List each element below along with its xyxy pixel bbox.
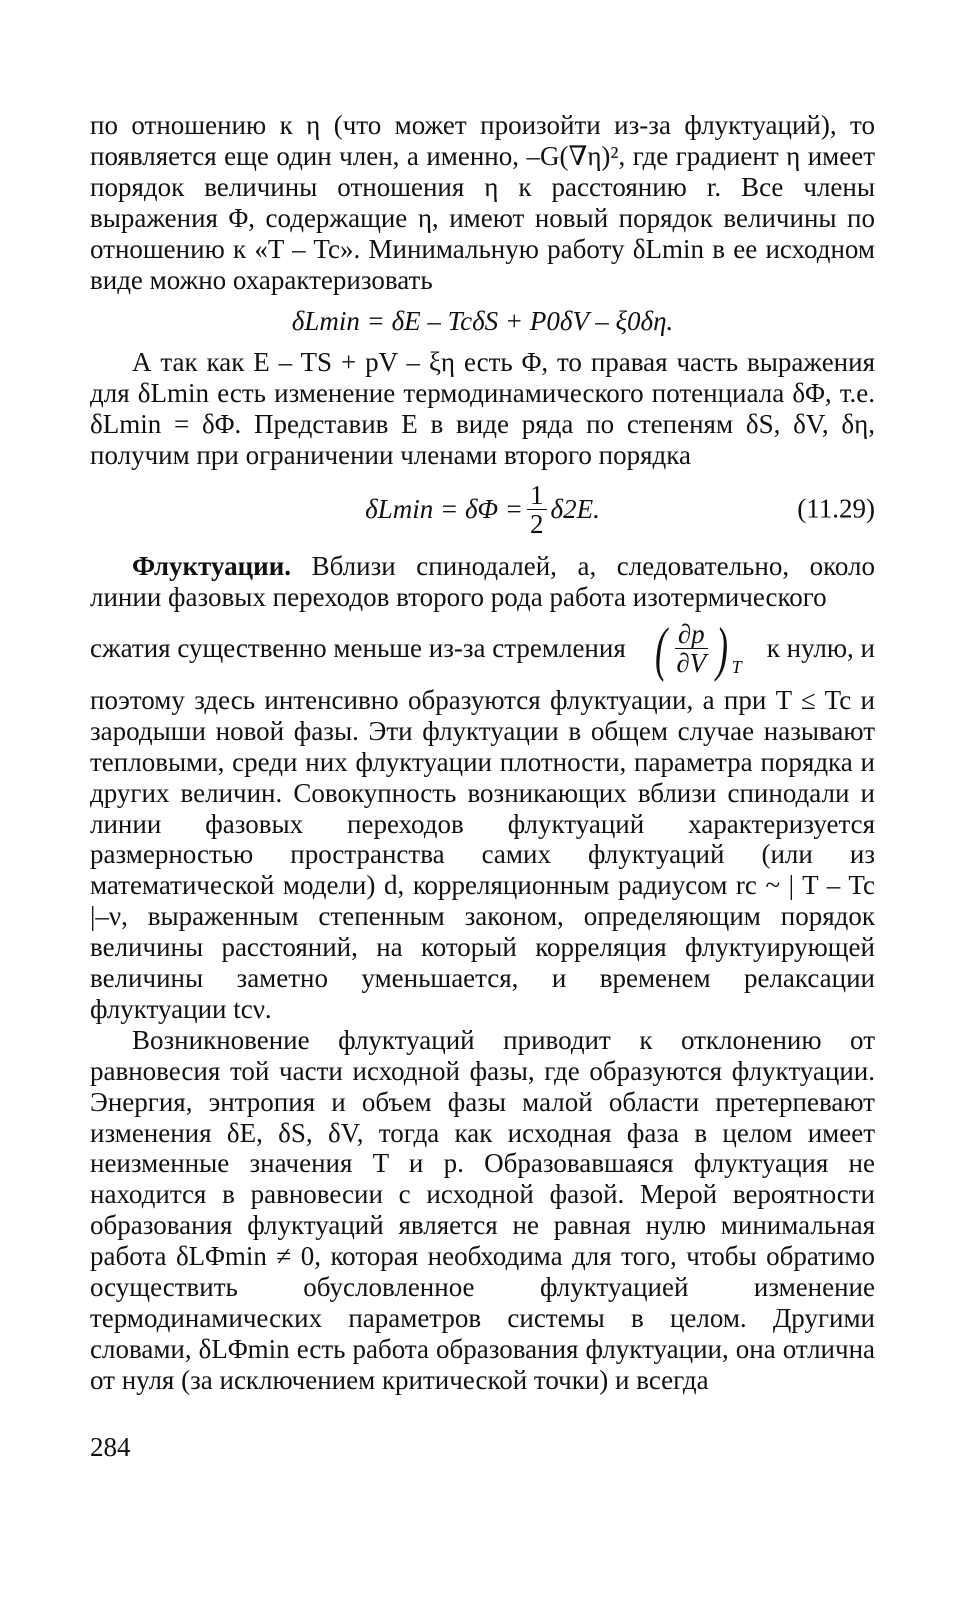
paragraph-3a	[90, 551, 875, 613]
fraction-denominator: 2	[530, 508, 544, 539]
paragraph-1: по отношению к η (что может произойти из-за флуктуаций), то появляется еще один член, а именно, –G(∇η)², где градиент η имеет порядок величины отношения η к расстоянию r. Все члены выражения Φ, содержащие η, имеют новый порядок величины по отношению к «T – Tc». Минимальную работу δLmin в ее исходном виде можно охарактеризовать	[90, 110, 875, 295]
derivative-numerator: ∂p	[675, 620, 708, 649]
formula-min-work: δLmin = δE – TcδS + P0δV – ξ0δη.	[291, 306, 674, 337]
paragraph-2: А так как E – TS + pV – ξη есть Φ, то правая часть выражения для δLmin есть изменение термодинамического потенциала δΦ, т.е. δLmin = δΦ. Представив E в виде ряда по степеням δS, δV, δη, получим при ограничении членами второго порядка	[90, 347, 875, 471]
paragraph-3a-text: Вблизи спинодалей, а, следовательно, около линии фазовых переходов второго рода работа изотермического	[90, 551, 875, 612]
derivative-line	[90, 613, 875, 685]
equation-11-29	[90, 477, 875, 541]
derivative-line-lead: сжатия существенно меньше из-за стремления	[90, 633, 626, 664]
derivative-denominator: ∂V	[676, 648, 707, 679]
fraction-numerator: 1	[527, 481, 547, 510]
fraction-one-half	[527, 481, 547, 538]
partial-derivative	[651, 615, 742, 682]
equation-number: (11.29)	[797, 493, 875, 524]
paragraph-3b: поэтому здесь интенсивно образуются флуктуации, а при T ≤ Tc и зародыши новой фазы. Эти флуктуации в общем случае называют тепловыми, среди них флуктуации плотности, параметра порядка и других величин. Совокупность возникающих вблизи спинодали и линии фазовых переходов флуктуаций характеризуется размерностью пространства самих флуктуаций (или из математической модели) d, корреляционным радиусом rc ~ | T – Tc |–ν, выраженным степенным законом, определяющим порядок величины расстояний, на который корреляция флуктуирующей величины заметно уменьшается, и временем релаксации флуктуации tcν.	[90, 684, 875, 1024]
left-paren-glyph: (	[654, 615, 667, 682]
derivative-subscript: T	[731, 656, 742, 677]
page-number: 284	[90, 1432, 131, 1462]
section-heading: Флуктуации.	[132, 551, 292, 582]
paragraph-4: Возникновение флуктуаций приводит к отклонению от равновесия той части исходной фазы, где образуются флуктуации. Энергия, энтропия и объем фазы малой области претерпевают изменения δE, δS, δV, тогда как исходная фаза в целом имеет неизменные значения T и p. Образовавшаяся флуктуация не находится в равновесии с исходной фазой. Мерой вероятности образования флуктуаций является не равная нулю минимальная работа δLΦmin ≠ 0, которая необходима для того, чтобы обратимо осуществить обусловленное флуктуацией изменение термодинамических параметров системы в целом. Другими словами, δLΦmin есть работа образования флуктуации, она отлична от нуля (за исключением критической точки) и всегда	[90, 1024, 875, 1395]
derivative-fraction	[675, 620, 708, 677]
right-paren-glyph: )	[715, 615, 728, 682]
equation-right-side: δ2E.	[550, 493, 600, 524]
derivative-line-tail: к нулю, и	[766, 633, 875, 664]
equation-left-side: δLmin = δΦ =	[365, 493, 524, 524]
body-text	[90, 110, 875, 1396]
